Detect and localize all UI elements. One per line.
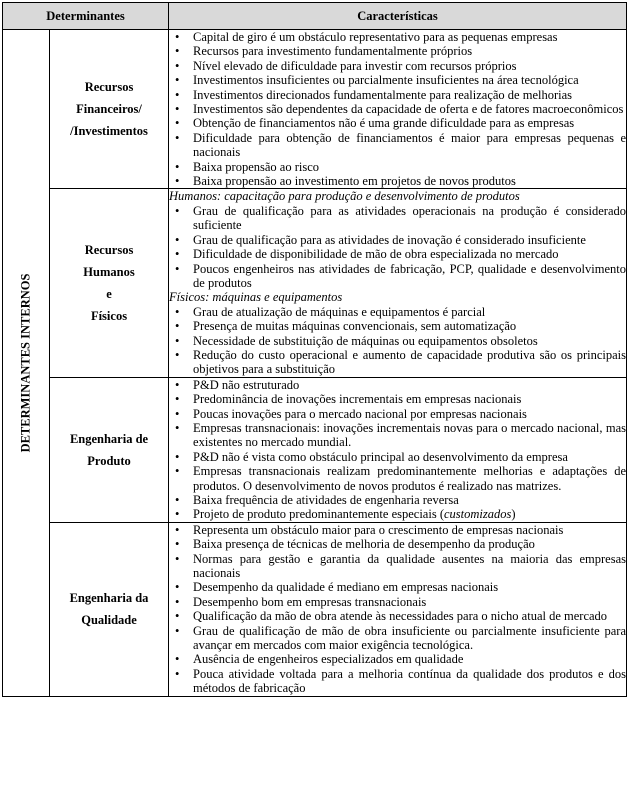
list-item: • Normas para gestão e garantia da qualidade ausentes na maioria das empresas nacionais	[169, 552, 626, 581]
list-item: • Presença de muitas máquinas convencionais, sem automatização	[169, 319, 626, 333]
list-item: • Grau de qualificação para as atividades de inovação é considerado insuficiente	[169, 233, 626, 247]
section-row-engenharia-produto	[3, 377, 627, 522]
determinants-table	[2, 2, 627, 697]
list-item: • Recursos para investimento fundamentalmente próprios	[169, 44, 626, 58]
list-item: • Poucas inovações para o mercado nacional por empresas nacionais	[169, 407, 626, 421]
list-item: • Desempenho da qualidade é mediano em empresas nacionais	[169, 580, 626, 594]
subtitle-humanos: Humanos: capacitação para produção e desenvolvimento de produtos	[169, 189, 520, 204]
features-financeiros	[169, 30, 627, 189]
list-item: • Obtenção de financiamentos não é uma grande dificuldade para as empresas	[169, 116, 626, 130]
header-caracteristicas: Características	[169, 3, 627, 30]
list-item: • Empresas transnacionais realizam predominantemente melhorias e adaptações de produtos. O desenvolvimento de novos produtos é realizado nas matrizes.	[169, 464, 626, 493]
category-line: e	[106, 287, 112, 302]
list-item: • Ausência de engenheiros especializados em qualidade	[169, 652, 626, 666]
list-item: • Nível elevado de dificuldade para investir com recursos próprios	[169, 59, 626, 73]
section-row-engenharia-qualidade	[3, 522, 627, 696]
category-line: Recursos	[84, 80, 134, 95]
section-row-humanos-fisicos	[3, 189, 627, 377]
category-line: Humanos	[83, 265, 135, 280]
list-item: • P&D não estruturado	[169, 378, 626, 392]
list-item: • Grau de qualificação para as atividades operacionais na produção é considerado suficiente	[169, 204, 626, 233]
item-tail: )	[511, 507, 516, 522]
list-item: • Grau de atualização de máquinas e equipamentos é parcial	[169, 305, 626, 319]
category-humanos-fisicos	[50, 189, 169, 377]
category-line: Financeiros/	[76, 102, 142, 117]
features-humanos-fisicos	[169, 189, 627, 377]
list-item: • Baixa presença de técnicas de melhoria de desempenho da produção	[169, 537, 626, 551]
subtitle-fisicos: Físicos: máquinas e equipamentos	[169, 290, 343, 305]
list-item: • Grau de qualificação de mão de obra insuficiente ou parcialmente insuficiente para avançar em mercados com maior exigência tecnológica.	[169, 624, 626, 653]
list-item: • Capital de giro é um obstáculo representativo para as pequenas empresas	[169, 30, 626, 44]
side-label-cell	[3, 30, 50, 697]
list-item: • Representa um obstáculo maior para o crescimento de empresas nacionais	[169, 523, 626, 537]
header-determinantes: Determinantes	[3, 3, 169, 30]
side-label: DETERMINANTES INTERNOS	[18, 273, 33, 453]
category-line: Engenharia da	[69, 591, 149, 606]
list-item: • Baixa propensão ao investimento em projetos de novos produtos	[169, 174, 626, 188]
item-text: Projeto de produto predominantemente especiais (	[193, 507, 444, 522]
category-line: /Investimentos	[70, 124, 148, 139]
list-item: • Investimentos insuficientes ou parcialmente insuficientes na área tecnológica	[169, 73, 626, 87]
category-line: Produto	[87, 453, 131, 468]
item-italic: customizados	[443, 507, 512, 522]
list-item	[169, 507, 626, 521]
category-engenharia-qualidade	[50, 522, 169, 696]
list-item: • Redução do custo operacional e aumento de capacidade produtiva são os principais objetivos para a substituição	[169, 348, 626, 377]
list-item: • Poucos engenheiros nas atividades de fabricação, PCP, qualidade e desenvolvimento de produtos	[169, 262, 626, 291]
list-item: • Investimentos direcionados fundamentalmente para realização de melhorias	[169, 88, 626, 102]
features-engenharia-produto	[169, 377, 627, 522]
list-item: • Desempenho bom em empresas transnacionais	[169, 595, 626, 609]
category-line: Recursos	[84, 243, 134, 258]
list-item: • Baixa frequência de atividades de engenharia reversa	[169, 493, 626, 507]
list-item: • Empresas transnacionais: inovações incrementais novas para o mercado nacional, mas existentes no mercado mundial.	[169, 421, 626, 450]
category-financeiros	[50, 30, 169, 189]
category-line: Qualidade	[81, 613, 137, 628]
list-item: • Qualificação da mão de obra atende às necessidades para o nicho atual de mercado	[169, 609, 626, 623]
list-item: • Dificuldade para obtenção de financiamentos é maior para empresas pequenas e nacionais	[169, 131, 626, 160]
category-engenharia-produto	[50, 377, 169, 522]
list-item: • Necessidade de substituição de máquinas ou equipamentos obsoletos	[169, 334, 626, 348]
table-header-row	[3, 3, 627, 30]
section-row-financeiros	[3, 30, 627, 189]
list-item: • Dificuldade de disponibilidade de mão de obra especializada no mercado	[169, 247, 626, 261]
category-line: Físicos	[90, 309, 128, 324]
features-engenharia-qualidade	[169, 522, 627, 696]
list-item: • Baixa propensão ao risco	[169, 160, 626, 174]
category-line: Engenharia de	[69, 431, 149, 446]
list-item: • Investimentos são dependentes da capacidade de oferta e de fatores macroeconômicos	[169, 102, 626, 116]
list-item: • P&D não é vista como obstáculo principal ao desenvolvimento da empresa	[169, 450, 626, 464]
list-item: • Pouca atividade voltada para a melhoria contínua da qualidade dos produtos e dos métodos de fabricação	[169, 667, 626, 696]
list-item: • Predominância de inovações incrementais em empresas nacionais	[169, 392, 626, 406]
